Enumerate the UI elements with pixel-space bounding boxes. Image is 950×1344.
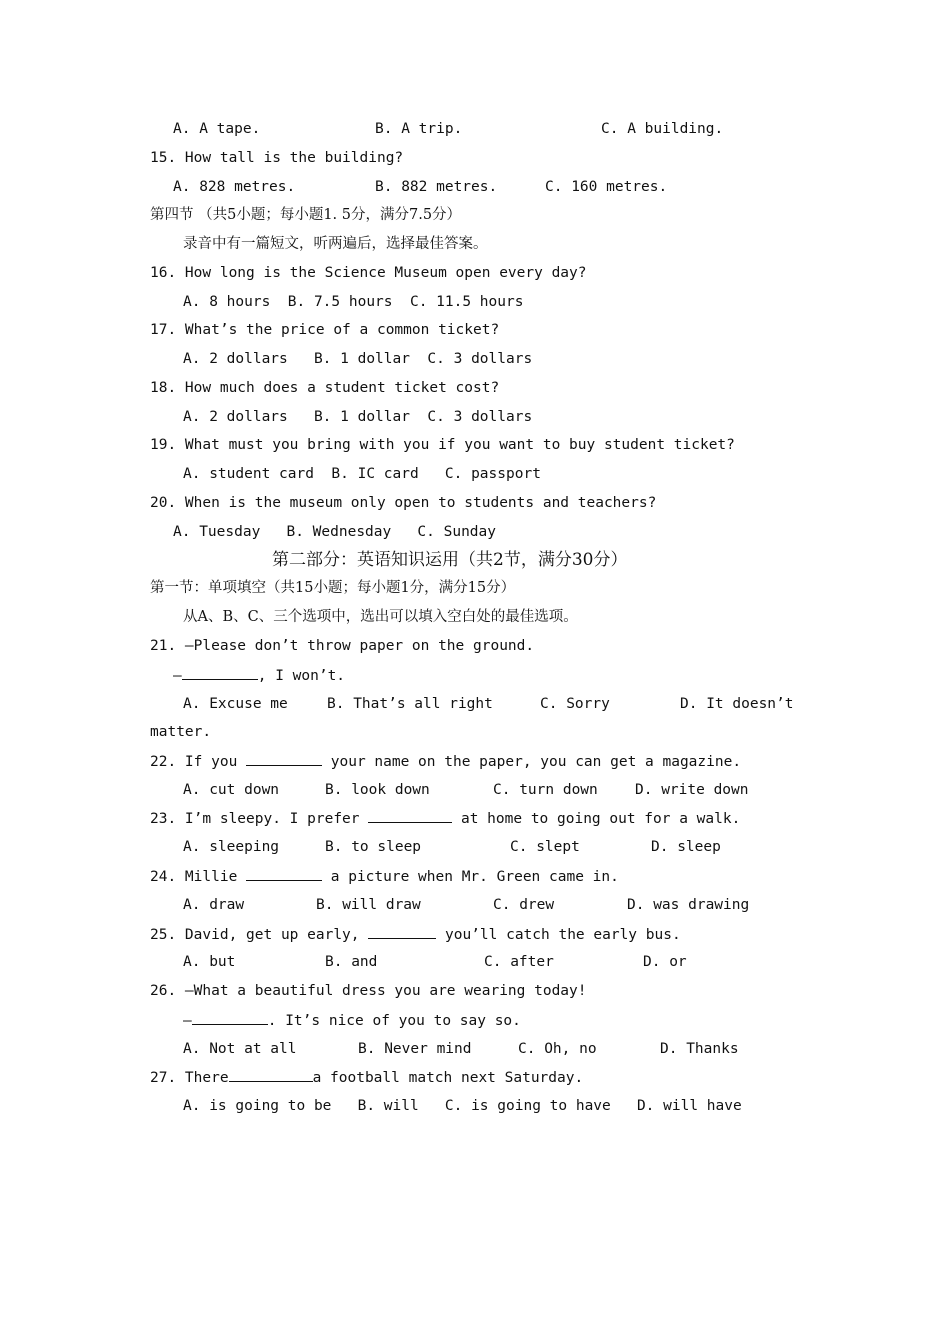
q26-response bbox=[183, 1010, 521, 1030]
q26-dash: — bbox=[183, 1013, 192, 1029]
q23-text-pre: 23. I’m sleepy. I prefer bbox=[150, 811, 369, 827]
section1-instruction: 从A、B、C、三个选项中，选出可以填入空白处的最佳选项。 bbox=[183, 609, 578, 625]
q23-text-post: at home to going out for a walk. bbox=[452, 811, 741, 827]
q23-option-d: D. sleep bbox=[651, 839, 721, 855]
q16-options: A. 8 hours B. 7.5 hours C. 11.5 hours bbox=[183, 294, 524, 310]
section4-instruction: 录音中有一篇短文，听两遍后，选择最佳答案。 bbox=[183, 236, 488, 252]
q18-options: A. 2 dollars B. 1 dollar C. 3 dollars bbox=[183, 409, 533, 425]
q21-dash: — bbox=[173, 668, 182, 684]
q27-text-pre: 27. There bbox=[150, 1070, 229, 1086]
q14-option-b: B. A trip. bbox=[375, 121, 463, 137]
q25-text-pre: 25. David, get up early, bbox=[150, 927, 369, 943]
q25-option-b: B. and bbox=[325, 954, 378, 970]
q21-option-d: D. It doesn’t bbox=[680, 696, 794, 712]
q24-option-c: C. drew bbox=[493, 897, 555, 913]
q26-option-a: A. Not at all bbox=[183, 1041, 297, 1057]
q16-question: 16. How long is the Science Museum open every day? bbox=[150, 265, 587, 281]
q25-option-a: A. but bbox=[183, 954, 236, 970]
q22-question bbox=[150, 751, 741, 771]
q23-option-c: C. slept bbox=[510, 839, 580, 855]
q22-text-pre: 22. If you bbox=[150, 754, 247, 770]
answer-blank bbox=[246, 751, 322, 766]
q21-option-a: A. Excuse me bbox=[183, 696, 288, 712]
q26-question: 26. —What a beautiful dress you are wearing today! bbox=[150, 983, 587, 999]
q25-text-post: you’ll catch the early bus. bbox=[436, 927, 681, 943]
q26-response-text: . It’s nice of you to say so. bbox=[267, 1013, 521, 1029]
q22-option-a: A. cut down bbox=[183, 782, 280, 798]
q26-option-d: D. Thanks bbox=[660, 1041, 739, 1057]
q24-text-pre: 24. Millie bbox=[150, 869, 247, 885]
answer-blank bbox=[246, 866, 322, 881]
q15-option-a: A. 828 metres. bbox=[173, 179, 296, 195]
q24-text-post: a picture when Mr. Green came in. bbox=[322, 869, 619, 885]
q14-option-a: A. A tape. bbox=[173, 121, 261, 137]
answer-blank bbox=[192, 1010, 268, 1025]
q21-option-c: C. Sorry bbox=[540, 696, 610, 712]
q17-options: A. 2 dollars B. 1 dollar C. 3 dollars bbox=[183, 351, 533, 367]
q19-options: A. student card B. IC card C. passport bbox=[183, 466, 541, 482]
q15-question: 15. How tall is the building? bbox=[150, 150, 404, 166]
q15-option-b: B. 882 metres. bbox=[375, 179, 498, 195]
q21-option-b: B. That’s all right bbox=[327, 696, 493, 712]
q24-option-b: B. will draw bbox=[316, 897, 421, 913]
q27-text-post: a football match next Saturday. bbox=[312, 1070, 584, 1086]
q24-option-d: D. was drawing bbox=[627, 897, 750, 913]
answer-blank bbox=[368, 924, 436, 939]
q23-option-b: B. to sleep bbox=[325, 839, 422, 855]
q20-question: 20. When is the museum only open to students and teachers? bbox=[150, 495, 657, 511]
part2-title: 第二部分：英语知识运用（共2节，满分30分） bbox=[272, 550, 628, 570]
answer-blank bbox=[182, 665, 258, 680]
q25-option-c: C. after bbox=[484, 954, 554, 970]
answer-blank bbox=[368, 808, 452, 823]
q22-text-post: your name on the paper, you can get a magazine. bbox=[322, 754, 742, 770]
q21-response bbox=[173, 665, 345, 685]
q21-question: 21. —Please don’t throw paper on the ground. bbox=[150, 638, 535, 654]
q22-option-c: C. turn down bbox=[493, 782, 598, 798]
q17-question: 17. What’s the price of a common ticket? bbox=[150, 322, 500, 338]
q24-option-a: A. draw bbox=[183, 897, 245, 913]
q27-question bbox=[150, 1067, 583, 1087]
q23-option-a: A. sleeping bbox=[183, 839, 280, 855]
q14-option-c: C. A building. bbox=[601, 121, 724, 137]
q20-options: A. Tuesday B. Wednesday C. Sunday bbox=[173, 524, 497, 540]
q23-question bbox=[150, 808, 740, 828]
q22-option-d: D. write down bbox=[635, 782, 749, 798]
q26-option-b: B. Never mind bbox=[358, 1041, 472, 1057]
answer-blank bbox=[229, 1067, 313, 1082]
q22-option-b: B. look down bbox=[325, 782, 430, 798]
q15-option-c: C. 160 metres. bbox=[545, 179, 668, 195]
q21-response-text: , I won’t. bbox=[257, 668, 346, 684]
section4-title: 第四节 （共5小题；每小题1. 5分，满分7.5分） bbox=[150, 207, 462, 223]
q25-question bbox=[150, 924, 681, 944]
q19-question: 19. What must you bring with you if you want to buy student ticket? bbox=[150, 437, 735, 453]
q26-option-c: C. Oh, no bbox=[518, 1041, 597, 1057]
q27-options: A. is going to be B. will C. is going to have D. will have bbox=[183, 1098, 742, 1114]
q21-option-d-wrap: matter. bbox=[150, 724, 212, 740]
q24-question bbox=[150, 866, 619, 886]
q25-option-d: D. or bbox=[643, 954, 687, 970]
q18-question: 18. How much does a student ticket cost? bbox=[150, 380, 500, 396]
section1-title: 第一节：单项填空（共15小题；每小题1分，满分15分） bbox=[150, 580, 516, 596]
